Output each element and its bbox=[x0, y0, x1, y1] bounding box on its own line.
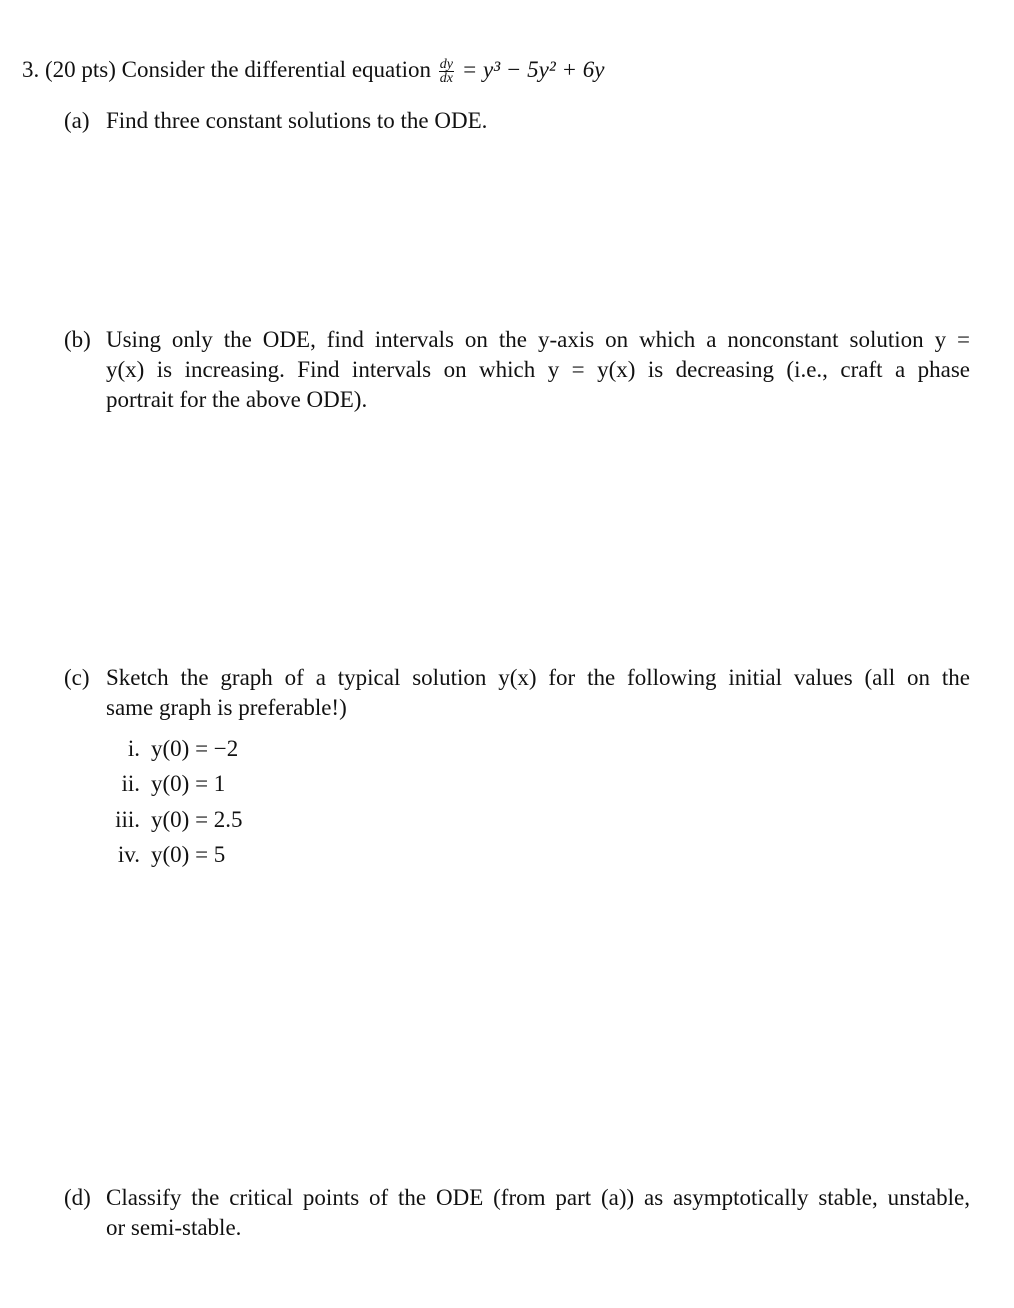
derivative-numerator: dy bbox=[439, 57, 453, 73]
problem-number: 3. bbox=[22, 57, 40, 82]
part-c-label: (c) bbox=[64, 665, 90, 690]
part-d-line1: Classify the critical points of the ODE (from part (a)) as asymptotically stable, unstable, bbox=[106, 1185, 970, 1210]
derivative-fraction bbox=[439, 58, 454, 85]
initial-value-expr: y(0) = 2.5 bbox=[151, 807, 243, 832]
part-c-line2: same graph is preferable!) bbox=[106, 695, 347, 720]
part-a-text: Find three constant solutions to the ODE. bbox=[106, 108, 488, 133]
initial-value-expr: y(0) = 1 bbox=[151, 771, 226, 796]
part-d-label: (d) bbox=[64, 1185, 91, 1210]
part-b-line3: portrait for the above ODE). bbox=[106, 387, 368, 412]
initial-value-label: ii. bbox=[121, 771, 140, 796]
part-b-line2: y(x) is increasing. Find intervals on which y = y(x) is decreasing (i.e., craft a phase bbox=[106, 357, 970, 382]
equation-rhs: = y³ − 5y² + 6y bbox=[461, 57, 605, 82]
problem-points: (20 pts) bbox=[45, 57, 116, 82]
derivative-denominator: dx bbox=[439, 71, 453, 87]
part-c-line1: Sketch the graph of a typical solution y(x) for the following initial values (all on the bbox=[106, 665, 970, 690]
initial-value-expr: y(0) = −2 bbox=[151, 736, 239, 761]
initial-value-expr: y(0) = 5 bbox=[151, 842, 226, 867]
initial-value-label: iii. bbox=[115, 807, 140, 832]
part-b-line1: Using only the ODE, find intervals on the y-axis on which a nonconstant solution y = bbox=[106, 327, 970, 352]
problem-header bbox=[22, 55, 722, 85]
initial-value-label: iv. bbox=[117, 842, 140, 867]
problem-intro: Consider the differential equation bbox=[121, 57, 432, 82]
part-a-label: (a) bbox=[64, 108, 90, 133]
part-b-label: (b) bbox=[64, 327, 91, 352]
part-d-line2: or semi-stable. bbox=[106, 1215, 242, 1240]
initial-value-label: i. bbox=[127, 736, 140, 761]
